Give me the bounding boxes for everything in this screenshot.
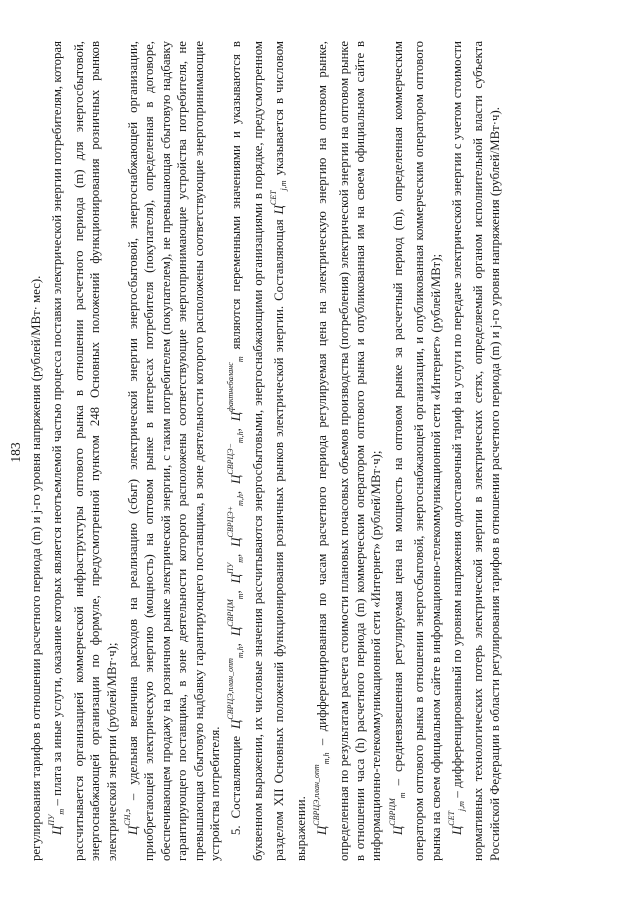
paragraph-tariff-end (28, 41, 44, 861)
paragraph-c-pu (44, 41, 120, 861)
paragraph-text: 5. Составляющие (229, 728, 244, 835)
paragraph-c-set (444, 41, 503, 861)
paragraph-text: – удельная величина расходов на реализацию (сбыт) электрической энергии энергосбытовой, энергоснабжающей организации, приобретающей электрическую энергию (мощность) на оптовом рынке в интересах потребителя (покупателя), определенная в договоре, обеспечивающем продажу на розничном рынке электрической энергии, с таким потребителем (покупателем), не превышающая сбытовую надбавку гарантирующего поставщика, в зоне деятельности которого расположены соответствующие энергопринимающие устройства потребителя, не превышающая сбытовую надбавку гарантирующего поставщика, в зоне деятельности которого расположены соответствующие энергопринимающие устройства потребителя. (126, 41, 223, 861)
formula-symbol-c-svrcm-2: $Ц^{СВРЦМ}_m$ (387, 792, 407, 835)
paragraph-item-5: 5. Составляющие $Ц^{СВРЦЭ,план\_опт}_{m,h}$, $Ц^{СВРЦМ}_m$, $Ц^{ПУ}_m$, $Ц^{СВРЦЭ+}_{m,h}$, $Ц^{СВРЦЭ-}_{m,h}$, $Ц^{фактнебаланс}_m$ являются переменными значениями и указываются в буквенном выражении, их числовые значения рассчитываются энергосбытовыми, энергоснабжающими организациями в порядке, предусмотренном разделом XII Основных положений функционирования розничных рынков электрической энергии. Составляющая $Ц^{СЕТ}_{j,m}$ указывается в числовом выражении. (226, 41, 308, 861)
paragraph-text: – дифференцированная по часам расчетного периода регулируемая цена на электрическую энергию на оптовом рынке, определенная по результатам расчета стоимости плановых почасовых объемов производства (потребления) электрической энергии на оптовом рынке в отношении часа (h) расчетного периода (m) коммерческим оператором оптового рынка и опубликованная им на своем официальном сайте в информационно-телекоммуникационной сети «Интернет» (рублей/МВт·ч); (315, 41, 384, 861)
formula-symbol-c-svrce-plus: $Ц^{СВРЦЭ+}_{m,h}$ (226, 494, 246, 547)
paragraph-c-sn (120, 41, 223, 861)
body-text (28, 41, 503, 861)
paragraph-text: – плата за иные услуги, оказание которых является неотъемлемой частью процесса поставки электрической энергии потребителям, которая рассчитывается организацией коммерческой инфраструктуры оптового рынка в отношении расчетного периода (m) для энергосбытовой, энергоснабжающей организации по формуле, предусмотренной пунктом 248 Основных положений функционирования розничных рынков электрической энергии (рублей/МВт·ч); (50, 41, 119, 861)
formula-symbol-c-svrcm: $Ц^{СВРЦМ}_m$ (226, 593, 246, 637)
formula-symbol-c-sn: $Ц^{СН,э}$ (123, 809, 141, 835)
paragraph-text: являются переменными значениями и указываются в буквенном выражении, их числовые значения рассчитываются энергосбытовыми, энергоснабжающими организациями в порядке, предусмотренном разделом XII Основных положений функционирования розничных рынков электрической энергии. Составляющая (229, 41, 287, 861)
page-number: 183 (8, 442, 23, 463)
paragraph-text: указывается в числовом выражении. (272, 41, 308, 861)
formula-symbol-c-set-2: $Ц^{СЕТ}_{j,m}$ (446, 801, 466, 835)
paragraph-c-svrcm (385, 41, 444, 861)
paragraph-text: – дифференцированный по уровням напряжения одноставочный тариф на услуги по передаче электрической энергии с учетом стоимости нормативных технологических потерь электрической энергии в электрических сетях, определяемый органом исполнительной власти субъекта Российской Федерации в области регулирования тарифов в отношении расчетного периода (m) и j-го уровня напряжения (рублей/МВт·ч). (449, 41, 502, 861)
formula-symbol-c-pu: $Ц^{ПУ}_m$ (47, 808, 67, 835)
formula-symbol-c-svrce-plan-2: $Ц^{СВРЦЭ,план\_опт}_{m,h}$ (312, 752, 332, 835)
formula-symbol-c-pu-2: $Ц^{ПУ}_m$ (226, 556, 246, 584)
formula-symbol-c-set: $Ц^{СЕТ}_{j,m}$ (269, 180, 289, 215)
formula-symbol-c-fakt: $Ц^{фактнебаланс}_m$ (226, 356, 246, 422)
formula-symbol-c-svrce-minus: $Ц^{СВРЦЭ-}_{m,h}$ (226, 431, 246, 484)
paragraph-c-svrce-plan (309, 41, 385, 861)
paragraph-text: – средневзвешенная регулируемая цена на мощность на оптовом рынке за расчетный период (m), определенная коммерческим оператором оптового рынка в отношении энергосбытовой, энергоснабжающей организации, и опубликованная коммерческим оператором оптового рынка на своем официальном сайте в информационно-телекоммуникационной сети «Интернет» (рублей/МВт); (390, 41, 443, 861)
paragraph-text: регулирования тарифов в отношении расчетного периода (m) и j-го уровня напряжения (рублей/МВт· мес). (29, 275, 43, 861)
formula-symbol-c-svrce-plan: $Ц^{СВРЦЭ,план\_опт}_{m,h}$ (226, 646, 246, 729)
